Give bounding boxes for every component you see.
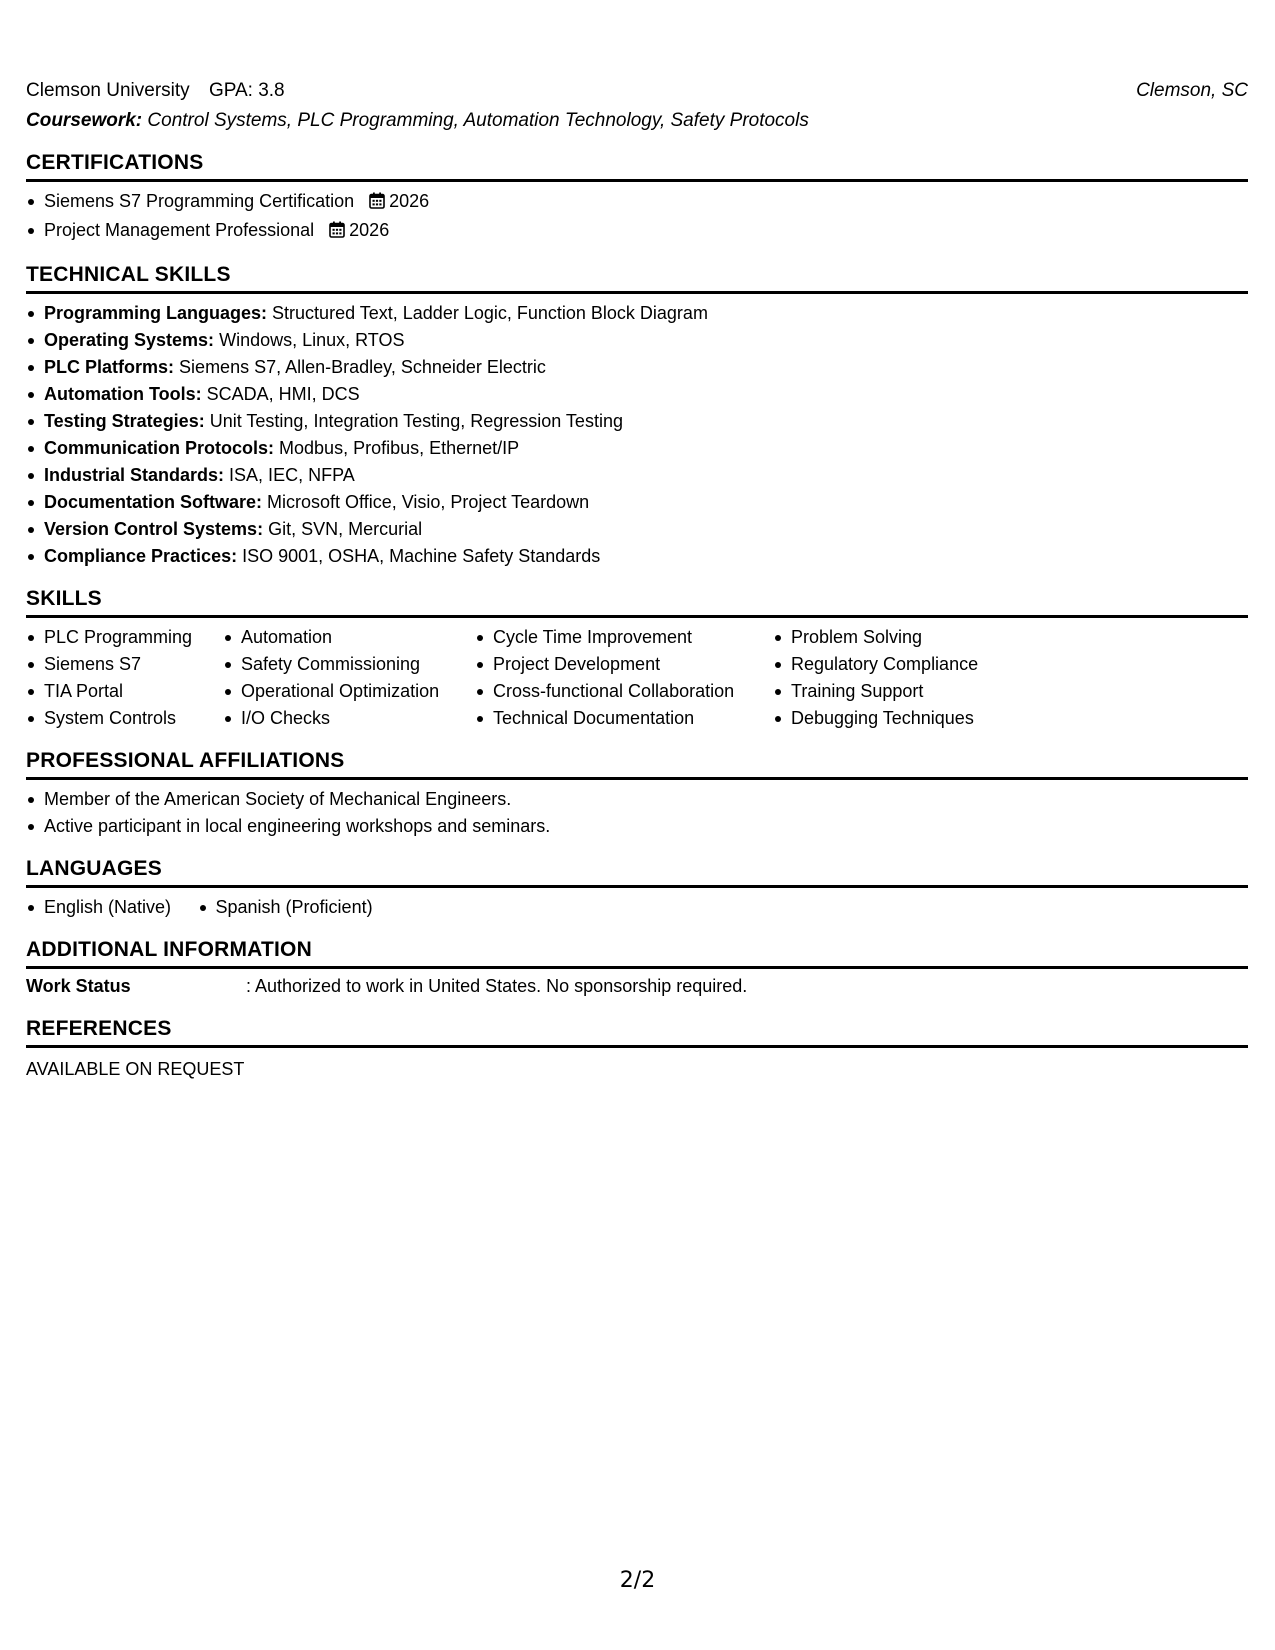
calendar-icon <box>329 219 345 246</box>
section-title-technical-skills: TECHNICAL SKILLS <box>26 262 1248 294</box>
list-item <box>26 435 1248 462</box>
list-item <box>26 462 1248 489</box>
list-item: Cycle Time Improvement <box>475 624 773 651</box>
skill-category: Industrial Standards: <box>44 465 225 485</box>
education-left <box>26 78 285 104</box>
skill-values: ISA, IEC, NFPA <box>229 465 355 485</box>
list-item <box>26 354 1248 381</box>
page-number: 2/2 <box>619 1568 656 1593</box>
skill-values: Windows, Linux, RTOS <box>219 330 405 350</box>
list-item: Project Development <box>475 651 773 678</box>
affiliations-section <box>26 748 1248 840</box>
coursework <box>26 108 1248 134</box>
certification-name: Project Management Professional <box>44 220 315 240</box>
list-item: I/O Checks <box>223 705 475 732</box>
resume-page <box>26 78 1248 1083</box>
list-item: Operational Optimization <box>223 678 475 705</box>
skills-column <box>26 624 223 732</box>
list-item: Debugging Techniques <box>773 705 1073 732</box>
skills-section <box>26 586 1248 732</box>
section-title-references: REFERENCES <box>26 1016 1248 1048</box>
work-status-label: Work Status <box>26 976 131 996</box>
certifications-section <box>26 150 1248 246</box>
list-item: Regulatory Compliance <box>773 651 1073 678</box>
list-item: Safety Commissioning <box>223 651 475 678</box>
section-title-affiliations: PROFESSIONAL AFFILIATIONS <box>26 748 1248 780</box>
gpa: GPA: 3.8 <box>208 80 285 101</box>
languages-row <box>26 894 1248 921</box>
skill-category: Testing Strategies: <box>44 411 205 431</box>
skills-column <box>223 624 475 732</box>
list-item: Member of the American Society of Mechanical Engineers. <box>26 786 1248 813</box>
list-item <box>26 543 1248 570</box>
skill-category: Operating Systems: <box>44 330 215 350</box>
list-item: Training Support <box>773 678 1073 705</box>
skill-values: Unit Testing, Integration Testing, Regression Testing <box>209 411 623 431</box>
list-item <box>26 217 1248 246</box>
coursework-label: Coursework: <box>26 110 143 131</box>
skill-values: Git, SVN, Mercurial <box>268 519 423 539</box>
languages-list <box>26 894 395 921</box>
additional-info-section <box>26 937 1248 1000</box>
skill-values: Microsoft Office, Visio, Project Teardown <box>267 492 590 512</box>
list-item <box>26 327 1248 354</box>
list-item <box>26 381 1248 408</box>
skill-category: PLC Platforms: <box>44 357 175 377</box>
technical-skills-list <box>26 300 1248 570</box>
list-item: English (Native) <box>26 894 171 921</box>
work-status-value: : Authorized to work in United States. No sponsorship required. <box>246 976 748 996</box>
skill-values: Modbus, Profibus, Ethernet/IP <box>279 438 520 458</box>
list-item <box>26 188 1248 217</box>
list-item: Cross-functional Collaboration <box>475 678 773 705</box>
skill-category: Documentation Software: <box>44 492 263 512</box>
list-item: TIA Portal <box>26 678 223 705</box>
list-item <box>26 516 1248 543</box>
certification-name: Siemens S7 Programming Certification <box>44 191 355 211</box>
list-item: System Controls <box>26 705 223 732</box>
list-item: PLC Programming <box>26 624 223 651</box>
school-name: Clemson University <box>26 80 190 101</box>
references-text: AVAILABLE ON REQUEST <box>26 1059 245 1079</box>
list-item <box>26 489 1248 516</box>
education-row <box>26 78 1248 104</box>
skill-values: SCADA, HMI, DCS <box>206 384 360 404</box>
list-item: Siemens S7 <box>26 651 223 678</box>
skill-category: Communication Protocols: <box>44 438 275 458</box>
school-location: Clemson, SC <box>1136 80 1248 101</box>
skill-values: Structured Text, Ladder Logic, Function Block Diagram <box>272 303 708 323</box>
technical-skills-section <box>26 262 1248 570</box>
skill-category: Compliance Practices: <box>44 546 238 566</box>
list-item <box>26 408 1248 435</box>
section-title-additional-info: ADDITIONAL INFORMATION <box>26 937 1248 969</box>
skills-column <box>475 624 773 732</box>
list-item <box>26 300 1248 327</box>
list-item: Automation <box>223 624 475 651</box>
section-title-languages: LANGUAGES <box>26 856 1248 888</box>
skill-category: Version Control Systems: <box>44 519 264 539</box>
list-item: Technical Documentation <box>475 705 773 732</box>
references-section <box>26 1016 1248 1083</box>
coursework-list: Control Systems, PLC Programming, Automation Technology, Safety Protocols <box>147 110 809 131</box>
affiliations-list <box>26 786 1248 840</box>
certification-year: 2026 <box>349 220 390 240</box>
list-item: Spanish (Proficient) <box>198 894 373 921</box>
section-title-skills: SKILLS <box>26 586 1248 618</box>
skill-values: ISO 9001, OSHA, Machine Safety Standards <box>242 546 601 566</box>
skills-grid <box>26 624 1248 732</box>
certifications-list <box>26 188 1248 246</box>
work-status-row <box>26 973 1248 1000</box>
skills-column <box>773 624 1073 732</box>
skill-category: Programming Languages: <box>44 303 268 323</box>
skill-category: Automation Tools: <box>44 384 202 404</box>
skill-values: Siemens S7, Allen-Bradley, Schneider Electric <box>179 357 546 377</box>
certification-year: 2026 <box>389 191 430 211</box>
list-item: Problem Solving <box>773 624 1073 651</box>
languages-section <box>26 856 1248 921</box>
list-item: Active participant in local engineering workshops and seminars. <box>26 813 1248 840</box>
section-title-certifications: CERTIFICATIONS <box>26 150 1248 182</box>
calendar-icon <box>369 190 385 217</box>
